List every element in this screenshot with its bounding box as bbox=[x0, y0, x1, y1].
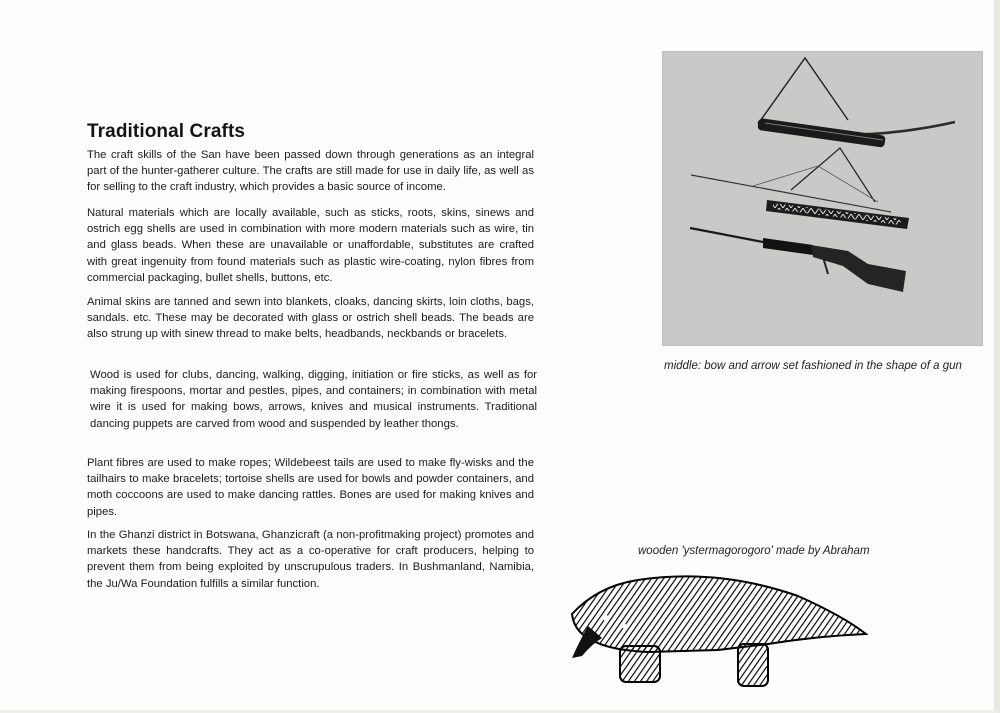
air-rifle-image bbox=[690, 228, 906, 292]
top-bow-image bbox=[757, 58, 955, 148]
pangolin-carving-icon bbox=[572, 576, 866, 686]
paragraph-craft-skills: The craft skills of the San have been passed down through generations as an integral part of the hunter-gatherer culture. The crafts are still made for use in daily life, as well as for selling to the craft industry, which provides a basic source of income. bbox=[87, 149, 534, 194]
ystermagorogoro-drawing bbox=[568, 566, 868, 690]
paragraph-natural-materials: Natural materials which are locally available, such as sticks, roots, skins, sinews and ostrich egg shells are used in combination with more modern materials such as wire, tin and glass beads. When these are unavailable or unaffordable, substitutes are crafted with great ingenuity from found materials such as plastic wire-coating, nylon fibres from commercial packaging, bullet shells, buttons, etc. bbox=[87, 207, 534, 284]
section-title: Traditional Crafts bbox=[87, 121, 246, 142]
paragraph-plant-fibres: Plant fibres are used to make ropes; Wildebeest tails are used to make fly-wisks and the tailhairs to make bracelets; tortoise shells are used for bowls and powder containers, and moth coccoons are used to make dancing rattles. Bones are used for making knives and pipes. bbox=[87, 457, 534, 518]
paragraph-ghanzicraft: In the Ghanzi district in Botswana, Ghanzicraft (a non-profitmaking project) promotes and markets these handcrafts. They act as a co-operative for craft producers, helping to prevent them from being exploited by unscrupulous traders. In Bushmanland, Namibia, the Ju/Wa Foundation fulfills a similar function. bbox=[87, 529, 534, 590]
drawing-caption: wooden 'ystermagorogoro' made by Abraham bbox=[638, 545, 870, 557]
paragraph-wood: Wood is used for clubs, dancing, walking, digging, initiation or fire sticks, as well as for making firespoons, mortar and pestles, pipes, and containers; in combination with metal wire it is used for making bows, arrows, knives and musical instruments. Traditional dancing puppets are carved from wood and suspended by leather thongs. bbox=[90, 369, 537, 430]
photo-caption: middle: bow and arrow set fashioned in the shape of a gun bbox=[664, 360, 962, 372]
bows-and-gun-photo bbox=[662, 51, 983, 346]
paragraph-animal-skins: Animal skins are tanned and sewn into blankets, cloaks, dancing skirts, loin cloths, bags, sandals. etc. These may be decorated with glass or ostrich shell beads. The beads are also strung up with sinew thread to make belts, headbands, neckbands or bracelets. bbox=[87, 296, 534, 341]
gun-shaped-bow-image bbox=[691, 148, 909, 229]
